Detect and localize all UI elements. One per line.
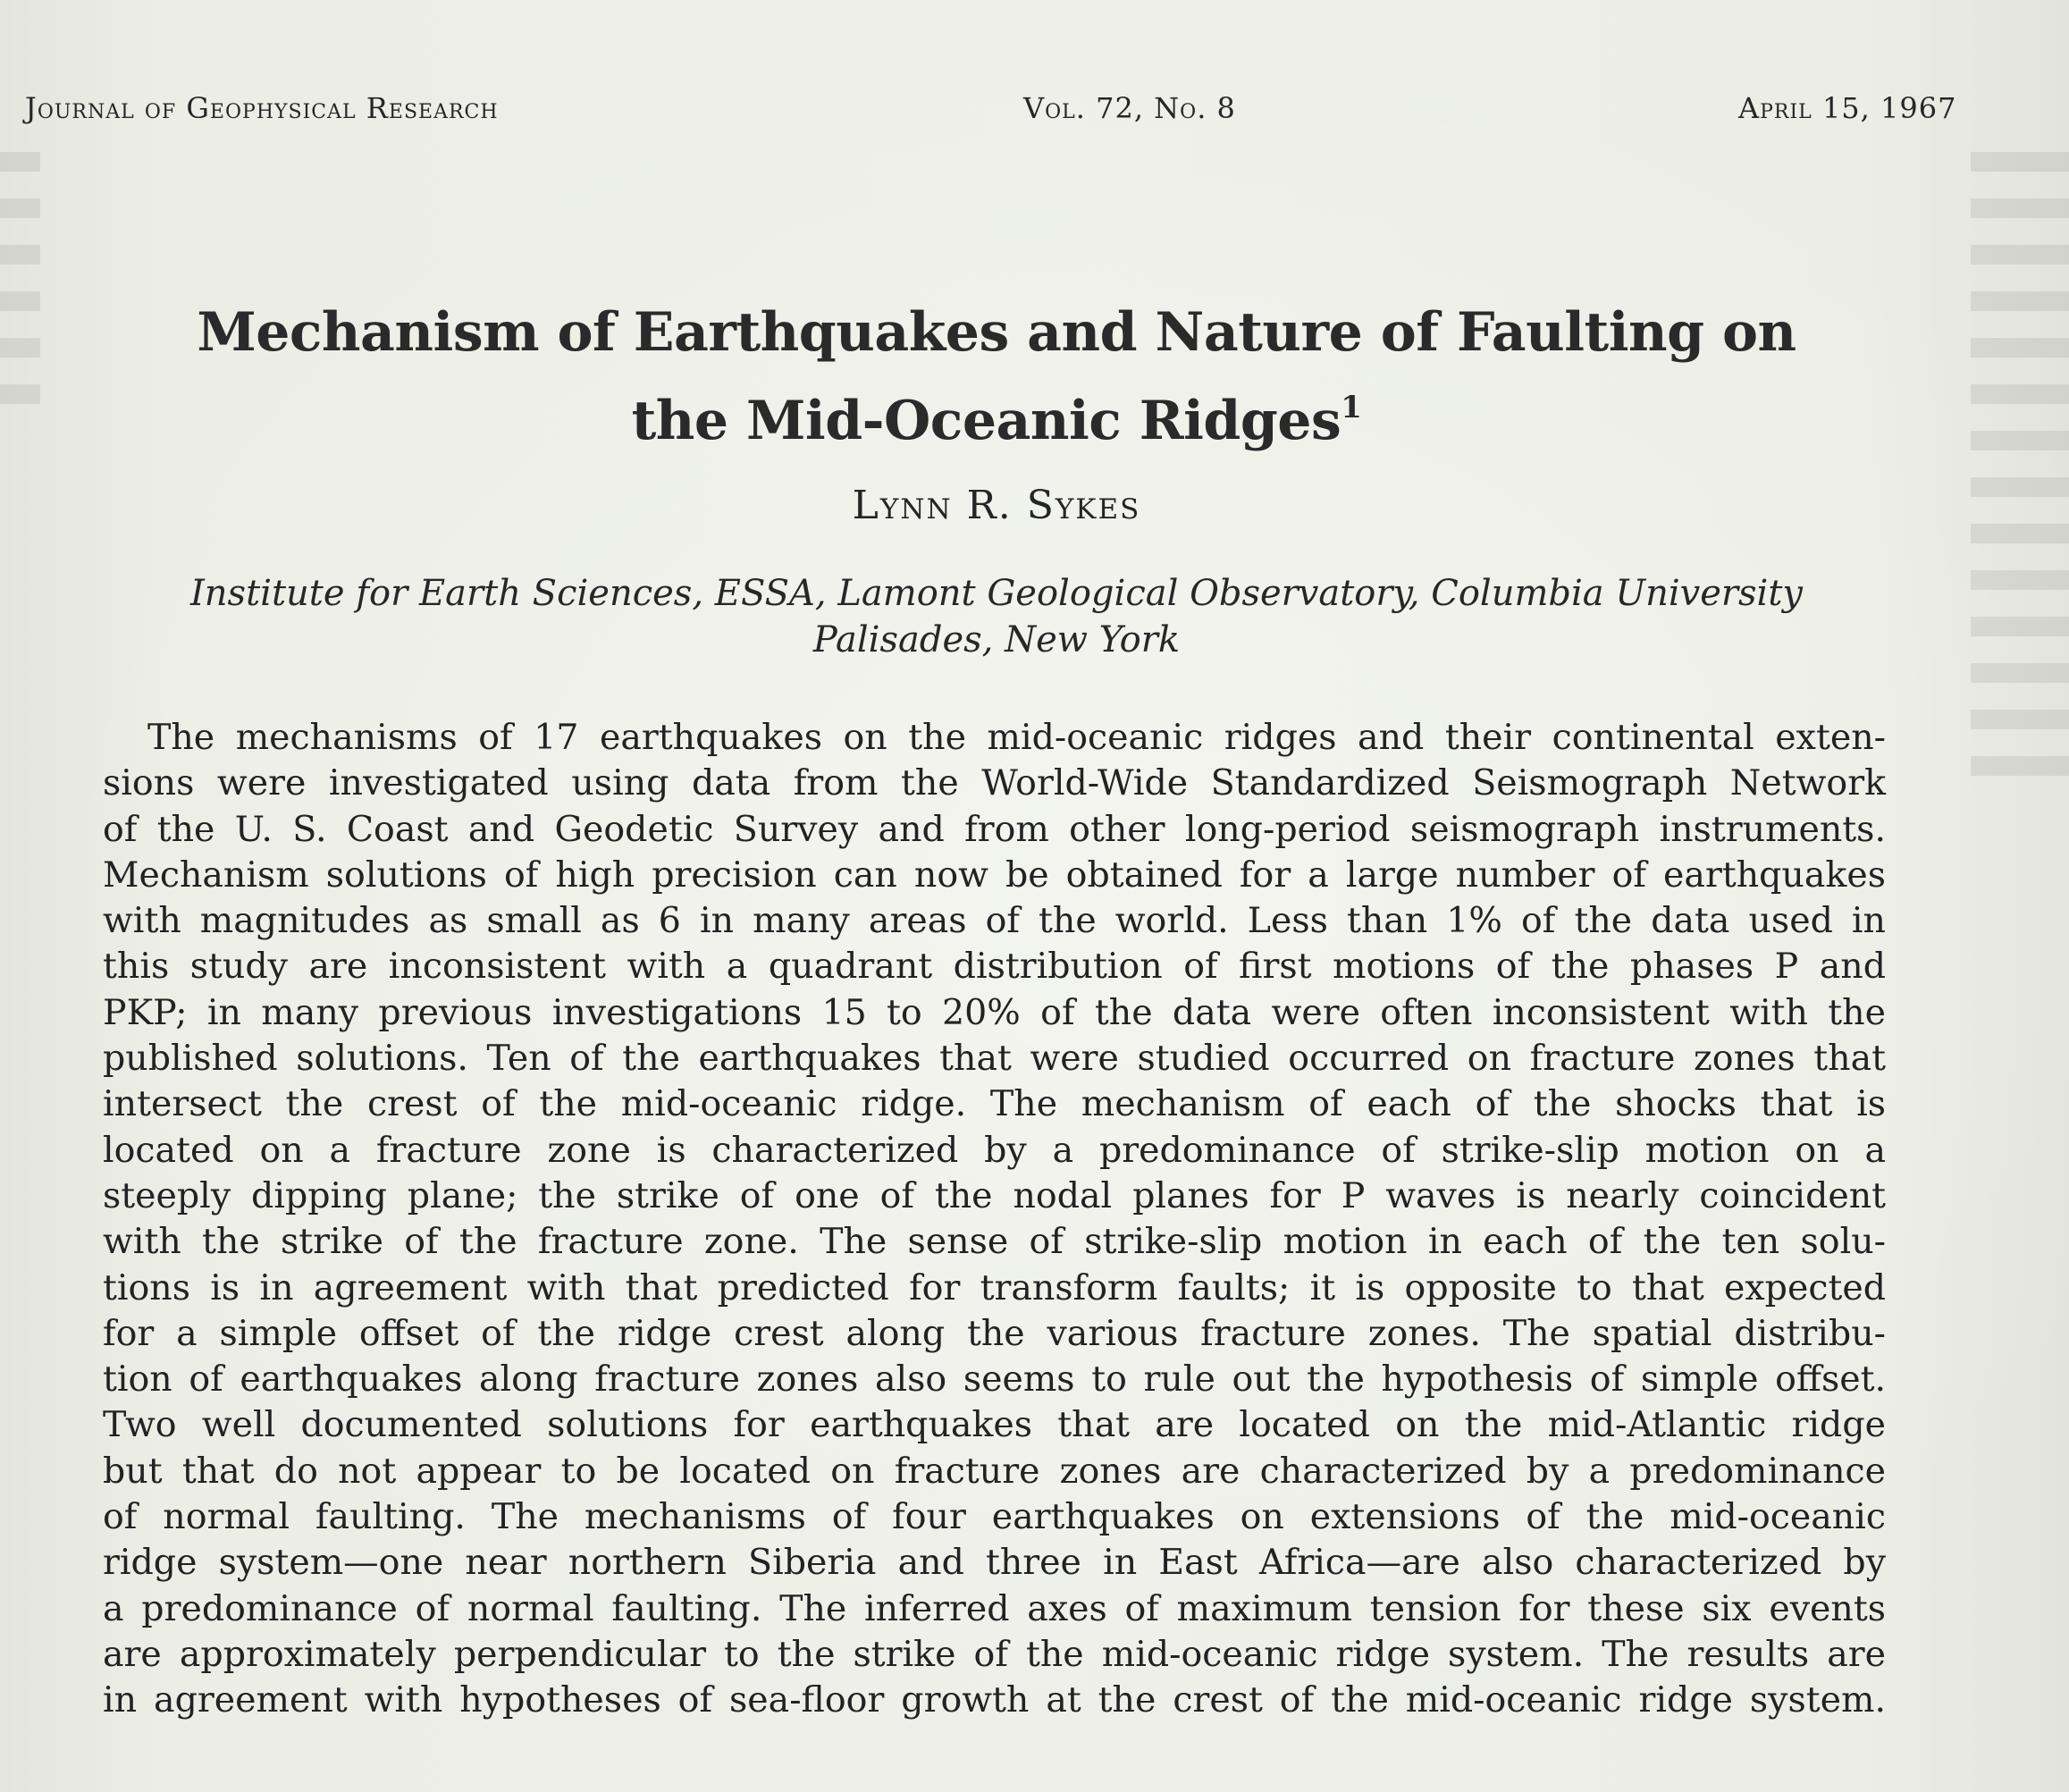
title-line-1: Mechanism of Earthquakes and Nature of Faulting on <box>197 301 1796 364</box>
abstract <box>103 715 1886 1724</box>
abstract-line: with magnitudes as small as 6 in many areas of the world. Less than 1% of the data used in <box>103 900 1886 942</box>
abstract-line: a predominance of normal faulting. The inferred axes of maximum tension for these six events <box>103 1587 1886 1629</box>
abstract-line: with the strike of the fracture zone. The sense of strike-slip motion in each of the ten solu- <box>103 1221 1886 1263</box>
title-line-2 <box>0 370 1993 459</box>
affiliation-line-2: Palisades, New York <box>812 619 1181 660</box>
abstract-line: located on a fracture zone is characterized by a predominance of strike-slip motion on a <box>103 1129 1886 1171</box>
abstract-line: this study are inconsistent with a quadrant distribution of first motions of the phases P and <box>103 946 1887 988</box>
abstract-line: The mechanisms of 17 earthquakes on the mid-oceanic ridges and their continental exten- <box>147 717 1886 758</box>
abstract-line: PKP; in many previous investigations 15 to 20% of the data were often inconsistent with the <box>103 991 1886 1033</box>
volume-number: Vol. 72, No. 8 <box>1023 91 1236 125</box>
title-line-2-text: the Mid-Oceanic Ridges <box>631 390 1341 452</box>
abstract-line: ridge system—one near northern Siberia and three in East Africa—are also characterized by <box>103 1542 1887 1584</box>
issue-date: April 15, 1967 <box>1738 91 1957 125</box>
abstract-line: tion of earthquakes along fracture zones also seems to rule out the hypothesis of simple offset. <box>103 1359 1887 1401</box>
abstract-line: but that do not appear to be located on fracture zones are characterized by a predominance <box>103 1450 1887 1492</box>
abstract-line: Mechanism solutions of high precision can now be obtained for a large number of earthquakes <box>103 854 1886 896</box>
affiliation-line-1: Institute for Earth Sciences, ESSA, Lamont Geological Observatory, Columbia University <box>189 573 1804 614</box>
journal-name: Journal of Geophysical Research <box>25 91 499 125</box>
abstract-line: intersect the crest of the mid-oceanic ridge. The mechanism of each of the shocks that is <box>103 1083 1886 1125</box>
author-affiliation <box>0 570 1993 663</box>
abstract-line: published solutions. Ten of the earthquakes that were studied occurred on fracture zones that <box>103 1038 1886 1080</box>
abstract-line: for a simple offset of the ridge crest along the various fracture zones. The spatial distribu- <box>103 1312 1886 1354</box>
title-footnote-mark: 1 <box>1341 390 1362 425</box>
abstract-line: sions were investigated using data from the World-Wide Standardized Seismograph Network <box>103 762 1887 804</box>
abstract-line: of normal faulting. The mechanisms of four earthquakes on extensions of the mid-oceanic <box>103 1496 1886 1538</box>
abstract-line: of the U. S. Coast and Geodetic Survey and from other long-period seismograph instruments. <box>103 808 1886 850</box>
paper-title <box>0 295 1993 459</box>
bleed-through-right <box>1971 152 2069 778</box>
abstract-line: Two well documented solutions for earthquakes that are located on the mid-Atlantic ridge <box>103 1404 1886 1446</box>
author-name: Lynn R. Sykes <box>852 483 1141 528</box>
abstract-line: in agreement with hypotheses of sea-floor growth at the crest of the mid-oceanic ridge system. <box>103 1679 1886 1721</box>
abstract-line: are approximately perpendicular to the strike of the mid-oceanic ridge system. The results are <box>103 1633 1887 1675</box>
abstract-line: steeply dipping plane; the strike of one of the nodal planes for P waves is nearly coincident <box>103 1174 1887 1216</box>
abstract-line: tions is in agreement with that predicted for transform faults; it is opposite to that expected <box>103 1266 1886 1308</box>
